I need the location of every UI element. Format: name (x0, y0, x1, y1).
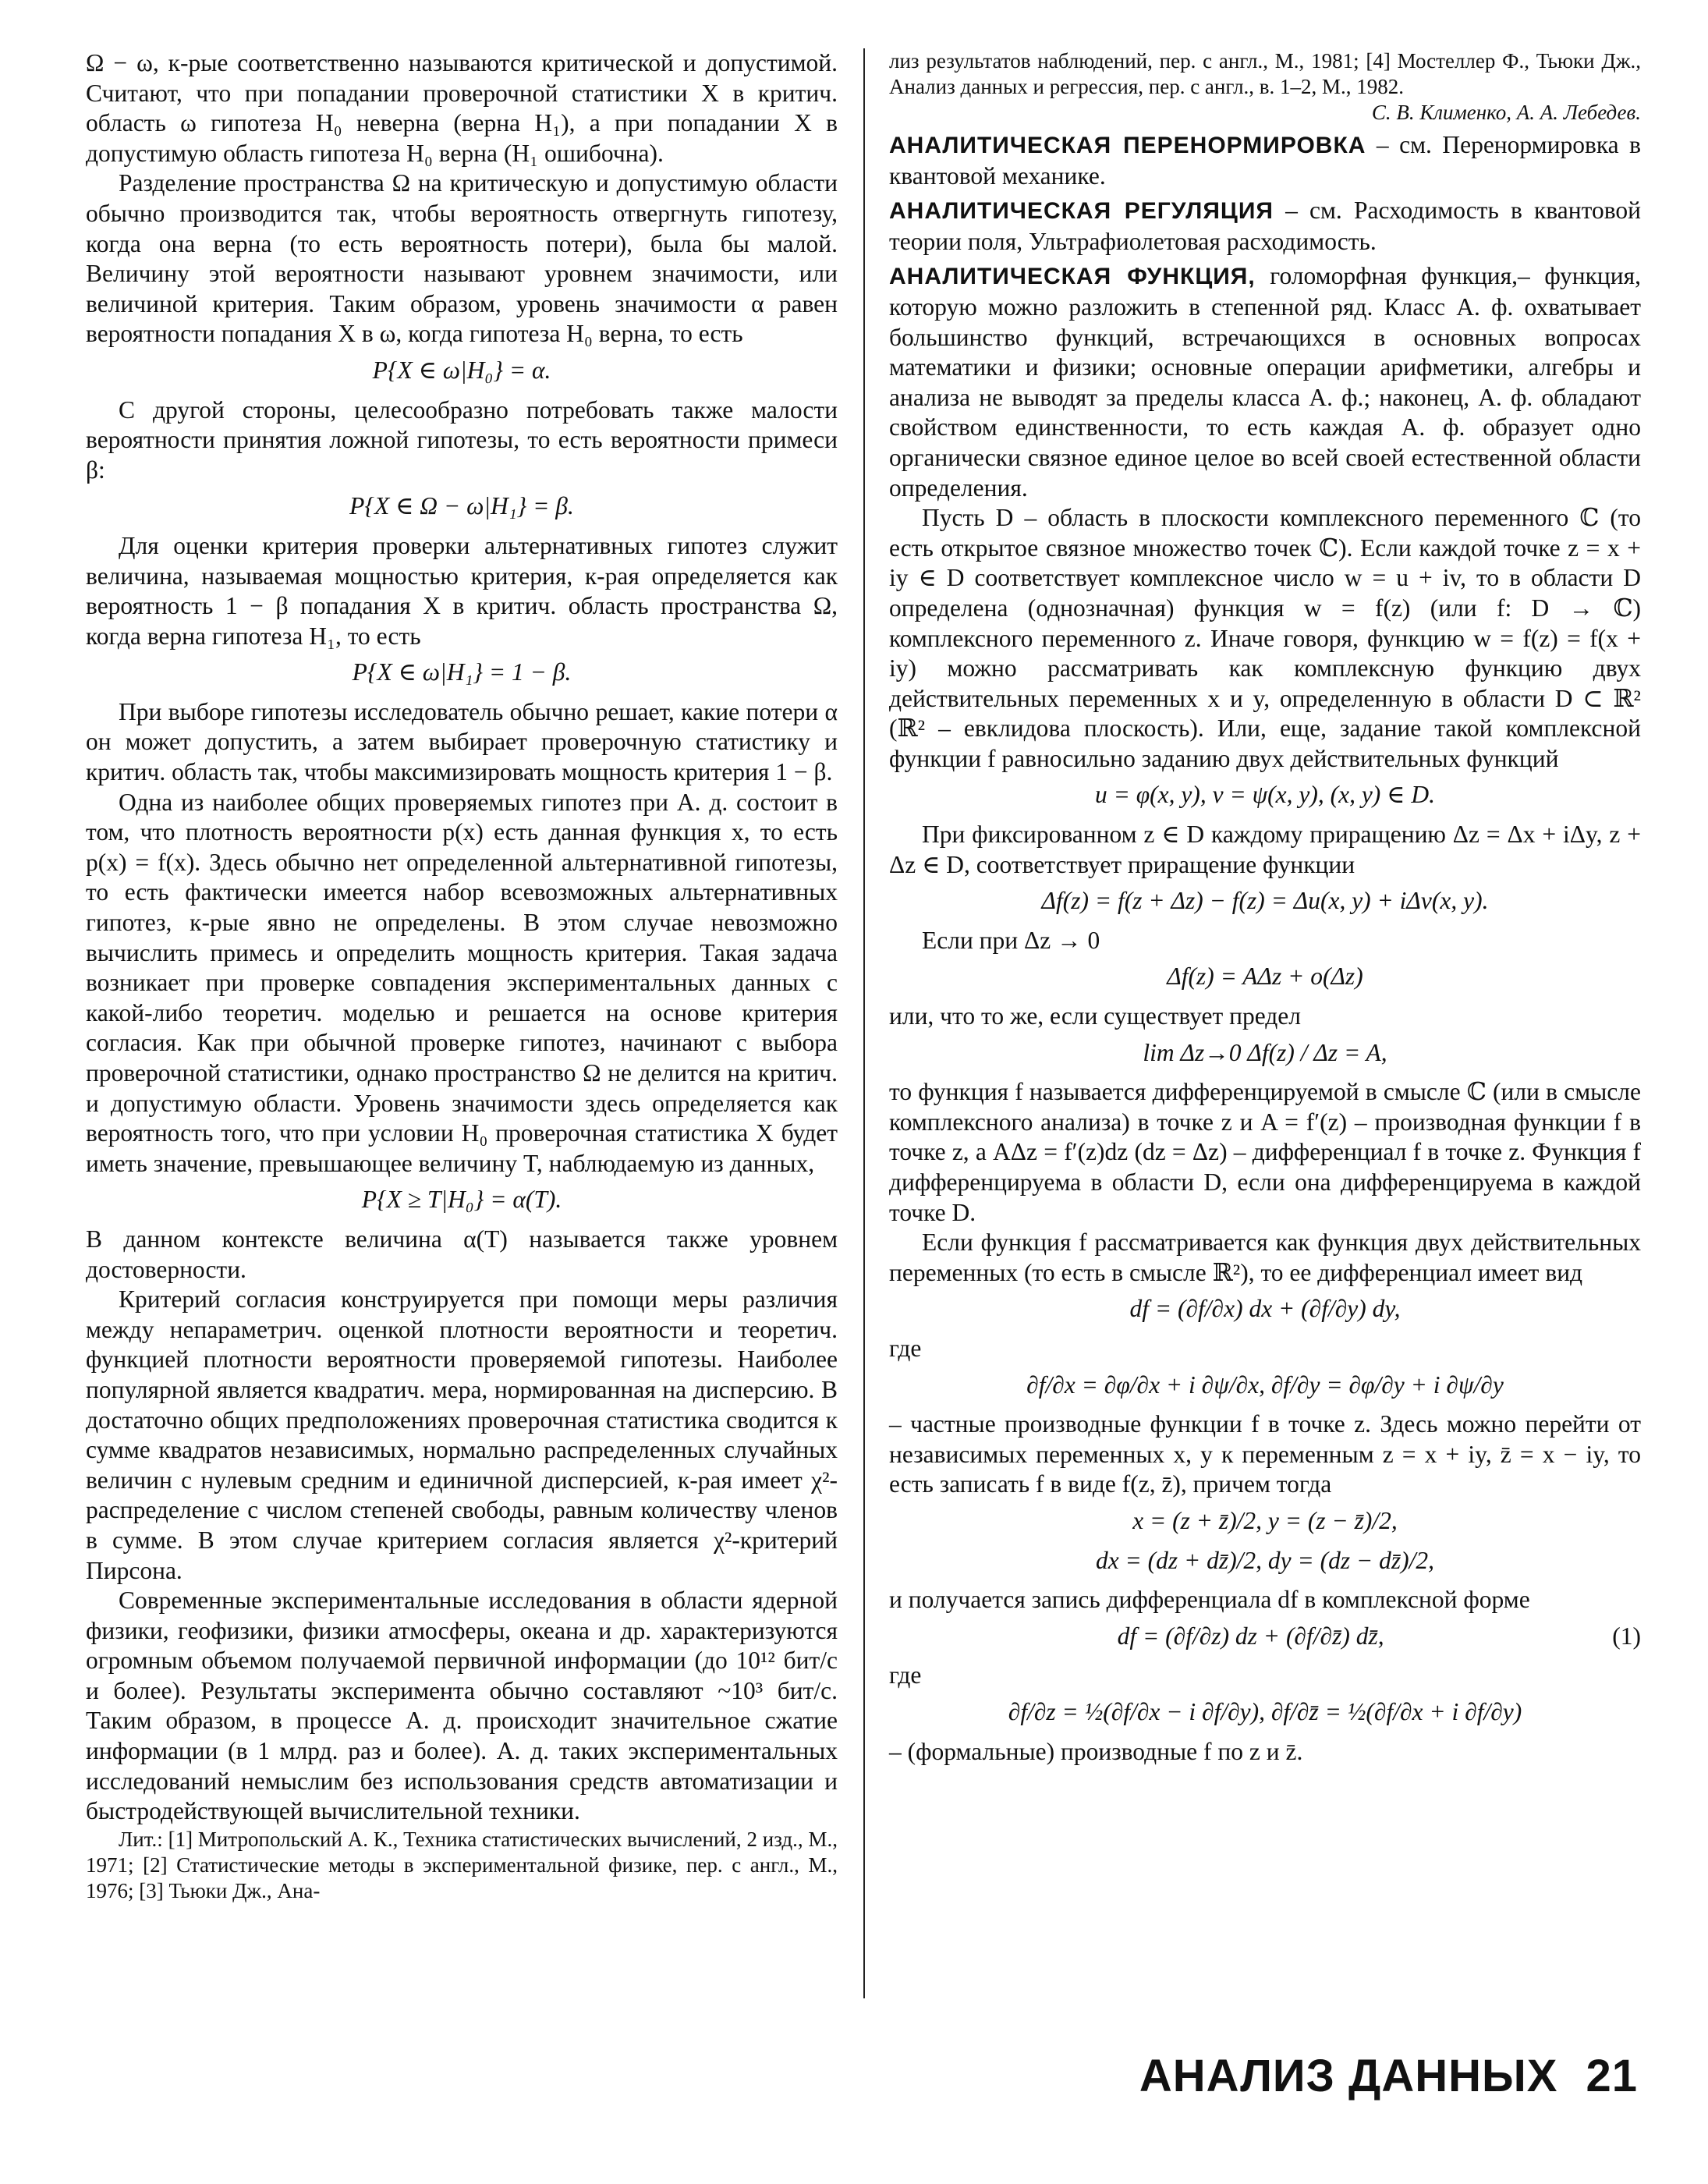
footer-title: АНАЛИЗ ДАННЫХ (1139, 2051, 1558, 2101)
entry-text: голоморфная функция,– функция, которую можно разложить в степенной ряд. Класс А. ф. охватывает большинство функций, встречающихся в основных вопросах математики и физики; основные операции арифметики, алгебры и анализа не выводят за пределы класса А. ф.; наконец, А. ф. обладают свойством единственности, то есть каждая А. ф. образует одно органически связное единое целое во всей своей естественной области определения. (889, 262, 1642, 502)
authors: С. В. Клименко, А. А. Лебедев. (1371, 101, 1641, 124)
formula: Δf(z) = f(z + Δz) − f(z) = Δu(x, y) + iΔv(x, y). (1041, 887, 1489, 915)
paragraph: Для оценки критерия проверки альтернативных гипотез служит величина, называемая мощностью критерия, к-рая определяется как вероятность 1 − β попадания X в критич. область пространства Ω, когда верна гипотеза H₁, то есть (86, 531, 838, 650)
right-column (889, 48, 1641, 1767)
paragraph: где (889, 1661, 922, 1689)
paragraph: Разделение пространства Ω на критическую и допустимую области обычно производится так, чтобы вероятность отвергнуть гипотезу, когда она верна (то есть вероятность потери), была бы малой. Величину этой вероятности называют уровнем значимости, или величиной критерия. Таким образом, уровень значимости α равен вероятности попадания X в ω, когда гипотеза H₀ верна, то есть (86, 169, 838, 348)
paragraph: При выборе гипотезы исследователь обычно решает, какие потери α он может допустить, а затем выбирает проверочную статистику и критич. область так, чтобы максимизировать мощность критерия 1 − β. (86, 697, 838, 786)
formula: u = φ(x, y), v = ψ(x, y), (x, y) ∈ D. (1094, 781, 1435, 809)
paragraph: и получается запись дифференциала df в комплексной форме (889, 1586, 1530, 1614)
paragraph: Ω − ω, к-рые соответственно называются критической и допустимой. Считают, что при попадании проверочной статистики X в критич. область ω гипотеза H₀ неверна (верна H₁), а при попадании X в допустимую область гипотеза H₀ верна (H₁ ошибочна). (86, 49, 838, 167)
literature-continued: лиз результатов наблюдений, пер. с англ., М., 1981; [4] Мостеллер Ф., Тьюки Дж., Анализ данных и регрессия, пер. с англ., в. 1–2, М., 1982. (889, 49, 1641, 98)
formula: lim Δz→0 Δf(z) / Δz = A, (1143, 1038, 1387, 1066)
entry-heading: АНАЛИТИЧЕСКАЯ РЕГУЛЯЦИЯ (889, 198, 1274, 225)
entry-text: – см. Перенормировка в квантовой механике. (889, 131, 1641, 190)
paragraph: или, что то же, если существует предел (889, 1002, 1301, 1030)
entry-renormalization (889, 130, 1641, 191)
paragraph: где (889, 1334, 922, 1362)
column-divider (863, 48, 865, 1998)
page-number: 21 (1586, 2051, 1638, 2101)
entry-regularization (889, 196, 1641, 257)
formula: ∂f/∂x = ∂φ/∂x + i ∂ψ/∂x, ∂f/∂y = ∂φ/∂y + i ∂ψ/∂y (1026, 1370, 1504, 1399)
entry-heading: АНАЛИТИЧЕСКАЯ ПЕРЕНОРМИРОВКА (889, 133, 1366, 158)
literature: Лит.: [1] Митропольский А. К., Техника статистических вычислений, 2 изд., М., 1971; [2] Статистические методы в экспериментальной физике, пер. с англ., М., 1976; [3] Тьюки Дж., Ана- (86, 1827, 838, 1902)
formula: P{X ≥ T|H₀} = α(T). (361, 1186, 562, 1214)
paragraph: – частные производные функции f в точке z. Здесь можно перейти от независимых переменных x, y к переменным z = x + iy, z̄ = x − iy, то есть записать f в виде f(z, z̄), причем тогда (889, 1410, 1641, 1498)
paragraph: то функция f называется дифференцируемой в смысле ℂ (или в смысле комплексного анализа) в точке z и A = f′(z) – производная функции f в точке z, а AΔz = f′(z)dz (dz = Δz) – дифференциал f в точке z. Функция f дифференцируема в области D, если она дифференцируема в каждой точке D. (889, 1078, 1641, 1226)
formula: df = (∂f/∂z) dz + (∂f/∂z̄) dz̄, (1117, 1622, 1384, 1650)
formula: df = (∂f/∂x) dx + (∂f/∂y) dy, (1129, 1295, 1401, 1323)
paragraph: Современные экспериментальные исследования в области ядерной физики, геофизики, физики атмосферы, океана и др. характеризуются огромным объемом получаемой первичной информации (до 10¹² бит/с и более). Результаты эксперимента обычно составляют ~10³ бит/с. Таким образом, в процессе А. д. происходит значительное сжатие информации (в 1 млрд. раз и более). А. д. таких экспериментальных исследований немыслим без использования средств автоматизации и быстродействующей вычислительной техники. (86, 1587, 838, 1825)
entry-heading: АНАЛИТИЧЕСКАЯ ФУНКЦИЯ, (889, 264, 1256, 290)
entry-analytic-function (889, 261, 1641, 503)
paragraph: С другой стороны, целесообразно потребовать также малости вероятности принятия ложной гипотезы, то есть вероятности примеси β: (86, 395, 838, 484)
equation-number: (1) (1612, 1622, 1641, 1650)
paragraph: Критерий согласия конструируется при помощи меры различия между непараметрич. оценкой плотности вероятности и теоретич. функцией плотности вероятности проверяемой гипотезы. Наиболее популярной является квадратич. мера, нормированная на дисперсию. В достаточно общих предположениях проверочная статистика сводится к сумме квадратов независимых, нормально распределенных случайных величин с нулевым средним и единичной дисперсией, к-рая имеет χ²-распределение с числом степеней свободы, равным количеству членов в сумме. В этом случае критерием согласия является χ²-критерий Пирсона. (86, 1285, 838, 1584)
formula: ∂f/∂z = ½(∂f/∂x − i ∂f/∂y), ∂f/∂z̄ = ½(∂f/∂x + i ∂f/∂y) (1008, 1697, 1522, 1725)
paragraph: Если при Δz → 0 (922, 926, 1100, 954)
paragraph: При фиксированном z ∈ D каждому приращению Δz = Δx + iΔy, z + Δz ∈ D, соответствует приращение функции (889, 821, 1641, 878)
formula: P{X ∈ ω|H₀} = α. (372, 356, 551, 384)
formula-numbered (889, 1622, 1641, 1652)
entry-text: – см. Расходимость в квантовой теории поля, Ультрафиолетовая расходимость. (889, 197, 1642, 255)
paragraph: В данном контексте величина α(T) называется также уровнем достоверности. (86, 1225, 838, 1283)
formula: x = (z + z̄)/2, y = (z − z̄)/2, (1132, 1506, 1398, 1534)
formula: dx = (dz + dz̄)/2, dy = (dz − dz̄)/2, (1095, 1546, 1435, 1574)
formula: P{X ∈ ω|H₁} = 1 − β. (352, 658, 572, 686)
paragraph: Если функция f рассматривается как функция двух действительных переменных (то есть в смысле ℝ²), то ее дифференциал имеет вид (889, 1228, 1641, 1286)
paragraph: – (формальные) производные f по z и z̄. (889, 1737, 1303, 1765)
paragraph: Пусть D – область в плоскости комплексного переменного ℂ (то есть открытое связное множество точек ℂ). Если каждой точке z = x + iy ∈ D соответствует комплексное число w = u + iv, то в области D определена (однозначная) функция w = f(z) (или f: D → ℂ) комплексного переменного z. Иначе говоря, функцию w = f(z) = f(x + iy) можно рассматривать как комплексную функцию двух действительных переменных x и y, определенную в области D ⊂ ℝ² (ℝ² – евклидова плоскость). Или, еще, задание такой комплексной функции f равносильно заданию двух действительных функций (889, 504, 1641, 772)
running-footer (1139, 2050, 1638, 2102)
left-column (86, 48, 838, 1904)
paragraph: Одна из наиболее общих проверяемых гипотез при А. д. состоит в том, что плотность вероятности p(x) есть данная функция x, то есть p(x) = f(x). Здесь обычно нет определенной альтернативной гипотезы, то есть фактически имеется набор всевозможных альтернативных гипотез, к-рые явно не определены. В этом случае невозможно вычислить примесь и определить мощность критерия. Такая задача возникает при проверке совпадения экспериментальных данных с какой-либо теоретич. моделью и решается на основе критерия согласия. Как при обычной проверке гипотез, начинают с выбора проверочной статистики, однако пространство Ω не делится на критич. и допустимую области. Уровень значимости здесь определяется как вероятность того, что при условии H₀ проверочная статистика X будет иметь значение, превышающее величину T, наблюдаемую из данных, (86, 788, 838, 1177)
formula: Δf(z) = AΔz + o(Δz) (1167, 963, 1363, 991)
formula: P{X ∈ Ω − ω|H₁} = β. (349, 492, 574, 520)
